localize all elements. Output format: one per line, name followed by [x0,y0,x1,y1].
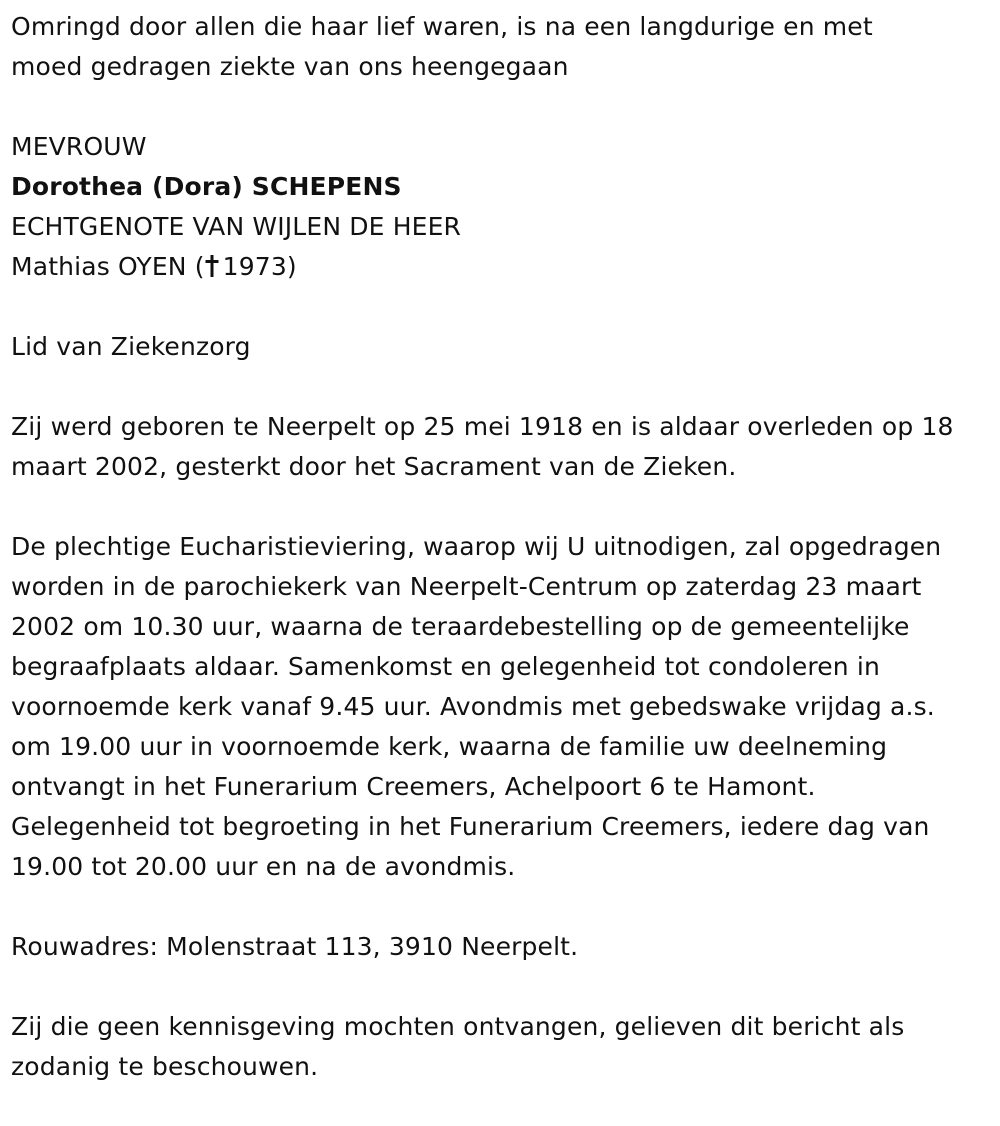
mourning-address: Rouwadres: Molenstraat 113, 3910 Neerpelt. [11,932,579,961]
ceremony-line: ontvangt in het Funerarium Creemers, Achelpoort 6 te Hamont. [11,772,816,801]
ceremony-line: voornoemde kerk vanaf 9.45 uur. Avondmis met gebedswake vrijdag a.s. [11,692,935,721]
birth-death-paragraph [11,407,996,487]
spouse-line [11,247,996,287]
ceremony-line: begraafplaats aldaar. Samenkomst en gelegenheid tot condoleren in [11,652,880,681]
membership: Lid van Ziekenzorg [11,332,251,361]
notice-line-2: zodanig te beschouwen. [11,1052,319,1081]
spacer [11,367,996,407]
deceased-name: Dorothea (Dora) SCHEPENS [11,172,402,201]
ceremony-line: om 19.00 uur in voornoemde kerk, waarna de familie uw deelneming [11,732,888,761]
spouse-year: 1973) [222,252,297,281]
spacer [11,887,996,927]
ceremony-line: 2002 om 10.30 uur, waarna de teraardebestelling op de gemeentelijke [11,612,910,641]
intro-line-1: Omringd door allen die haar lief waren, is na een langdurige en met [11,12,873,41]
birth-death-line-2: maart 2002, gesterkt door het Sacrament van de Zieken. [11,452,737,481]
salutation: MEVROUW [11,132,147,161]
spacer [11,287,996,327]
obituary-notice [11,7,996,1087]
spacer [11,487,996,527]
intro-paragraph [11,7,996,87]
ceremony-paragraph [11,527,996,887]
ceremony-line: De plechtige Eucharistieviering, waarop wij U uitnodigen, zal opgedragen [11,532,942,561]
cross-icon [205,254,219,278]
intro-line-2: moed gedragen ziekte van ons heengegaan [11,52,569,81]
spacer [11,87,996,127]
spacer [11,967,996,1007]
notice-paragraph [11,1007,996,1087]
ceremony-line: Gelegenheid tot begroeting in het Funerarium Creemers, iedere dag van [11,812,930,841]
birth-death-line-1: Zij werd geboren te Neerpelt op 25 mei 1918 en is aldaar overleden op 18 [11,412,954,441]
spouse-name: Mathias OYEN ( [11,252,205,281]
ceremony-line: worden in de parochiekerk van Neerpelt-Centrum op zaterdag 23 maart [11,572,922,601]
relation-text: ECHTGENOTE VAN WIJLEN DE HEER [11,212,462,241]
notice-line-1: Zij die geen kennisgeving mochten ontvangen, gelieven dit bericht als [11,1012,905,1041]
ceremony-line: 19.00 tot 20.00 uur en na de avondmis. [11,852,516,881]
deceased-block [11,127,996,287]
